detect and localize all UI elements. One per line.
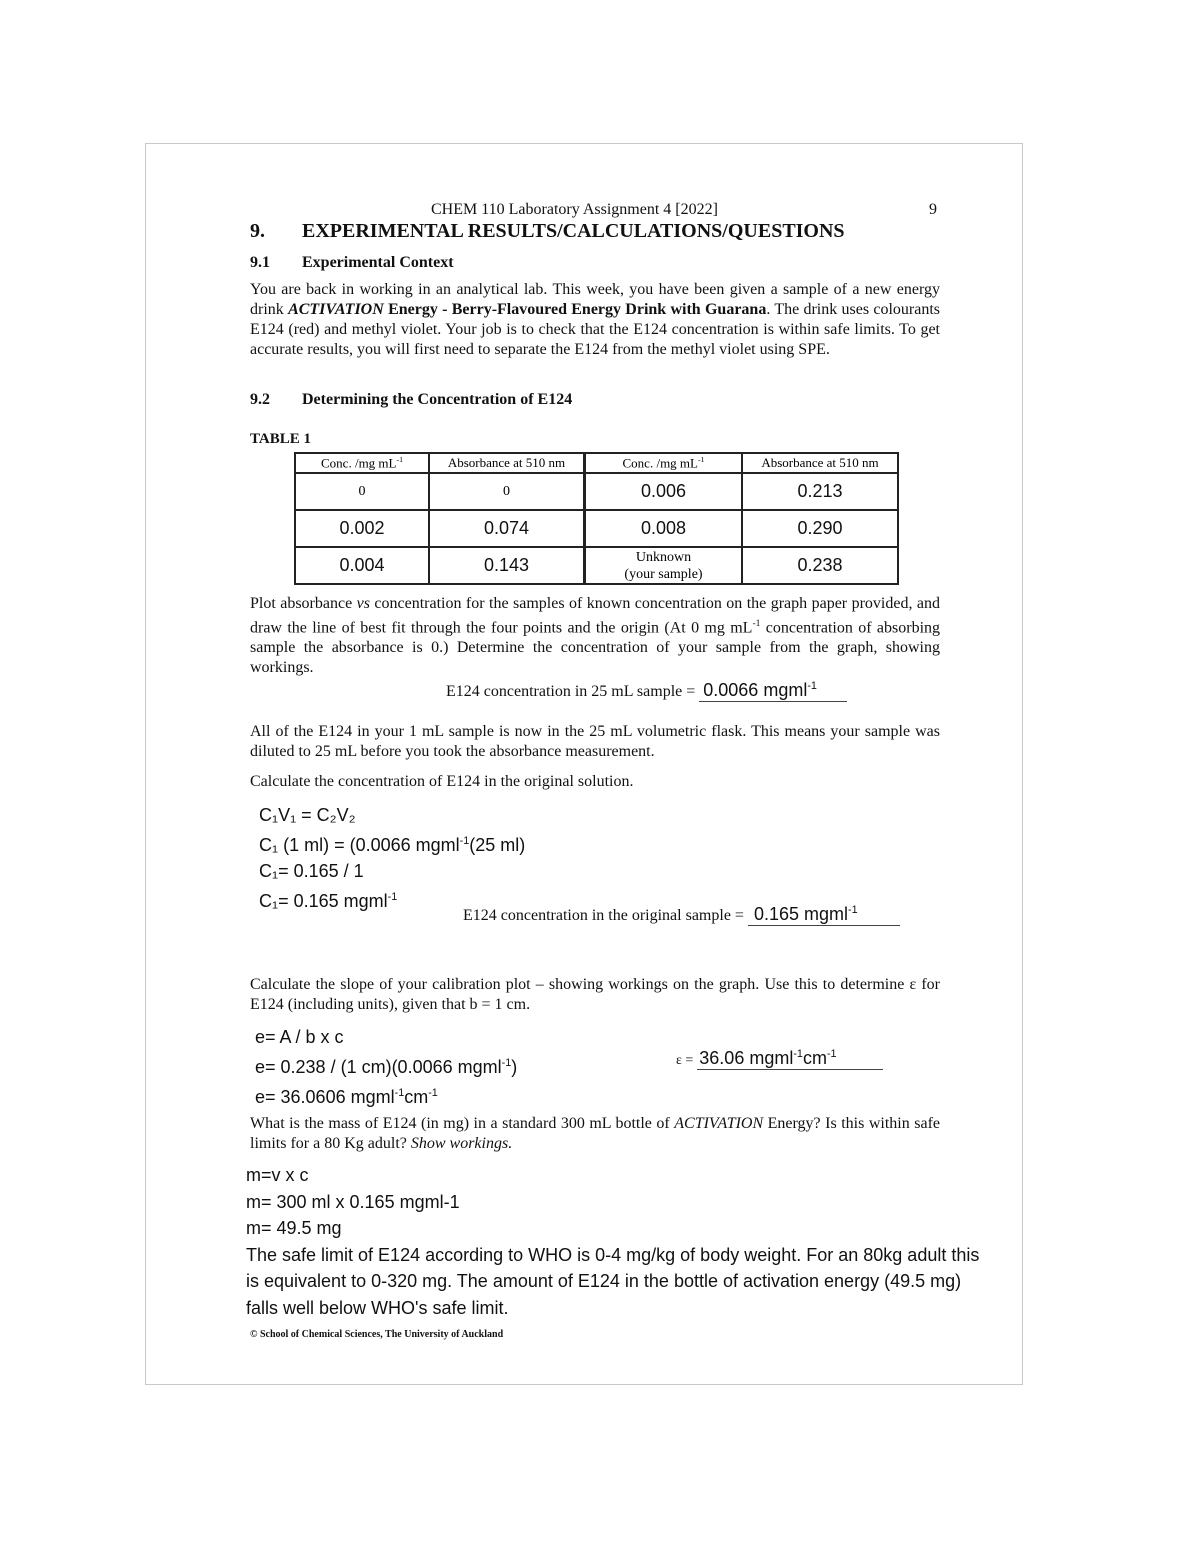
table-row — [295, 510, 898, 547]
table-header: Absorbance at 510 nm — [742, 453, 898, 473]
data-table — [294, 452, 899, 585]
section-heading-9 — [250, 220, 845, 243]
working-line: m= 49.5 mg — [246, 1218, 342, 1238]
working-line: C₁= 0.165 mgml$^{-1}$ — [259, 891, 398, 911]
context-paragraph — [250, 280, 940, 360]
mass-question: What is the mass of E124 (in mg) in a standard 300 mL bottle of ACTIVATION Energy? Is this within safe limits for a 80 Kg adult? Show workings. — [250, 1115, 941, 1152]
table-cell: 0.074 — [429, 510, 585, 547]
table-cell: 0.006 — [585, 473, 743, 510]
table-header: Conc. /mg $mL^{-1}$ — [585, 453, 743, 473]
table-cell: 0.238 — [742, 547, 898, 584]
table-label: TABLE 1 — [250, 431, 311, 447]
section-number: 9. — [250, 220, 265, 242]
plot-instructions: Plot absorbance vs concentration for the samples of known concentration on the graph paper provided, and draw the line of best fit through the four points and the origin (At 0 mg $mL^{-1}$ concentration of absorbing sample the absorbance is 0.) Determine the concentration of your sample from the graph, showing workings. — [250, 595, 941, 677]
calc-original-question: Calculate the concentration of E124 in the original solution. — [250, 773, 634, 790]
workings-epsilon — [255, 1024, 517, 1110]
working-line: C₁V₁ = C₂V₂ — [259, 805, 356, 825]
original-conc-line — [463, 904, 900, 926]
slope-question: Calculate the slope of your calibration plot – showing workings on the graph. Use this to determine ε for E124 (including units), given that b = 1 cm. — [250, 976, 940, 1013]
table-row — [295, 473, 898, 510]
table-header: Absorbance at 510 nm — [429, 453, 585, 473]
section-title: EXPERIMENTAL RESULTS/CALCULATIONS/QUESTIONS — [302, 220, 845, 242]
table-cell: 0.213 — [742, 473, 898, 510]
working-line: e= 0.238 / (1 cm)(0.0066 mgml$^{-1}$) — [255, 1057, 518, 1077]
table-row — [295, 547, 898, 584]
original-conc-answer: 0.165 mgml$^{-1}$ — [748, 904, 900, 926]
section-title: Determining the Concentration of E124 — [302, 391, 573, 408]
conc-25ml-answer: 0.0066 mgml$^{-1}$ — [699, 680, 847, 702]
conc-25ml-label: E124 concentration in 25 mL sample = — [446, 683, 696, 700]
dilution-paragraph: All of the E124 in your 1 mL sample is now in the 25 mL volumetric flask. This means your sample was diluted to 25 mL before you took the absorbance measurement. — [250, 723, 940, 760]
workings-original — [259, 802, 525, 914]
table-cell-unknown: Unknown (your sample) — [585, 547, 743, 584]
section-number: 9.1 — [250, 254, 270, 271]
product-name-bold: Energy - Berry-Flavoured Energy Drink with Guarana — [383, 301, 767, 318]
page-number: 9 — [929, 201, 937, 218]
original-conc-label: E124 concentration in the original sample = — [463, 907, 744, 924]
context-text: You are back in working in an analytical lab. This week, you have been given a sample of a new energy drink — [250, 281, 940, 318]
epsilon-answer: 36.06 $mgml^{-1}cm^{-1}$ — [697, 1048, 883, 1070]
epsilon-label: ε = — [676, 1053, 694, 1068]
working-line: m=v x c — [246, 1165, 309, 1185]
section-title: Experimental Context — [302, 254, 454, 271]
table-cell: 0 — [429, 473, 585, 510]
working-line: e= 36.0606 $mgml^{-1}cm^{-1}$ — [255, 1087, 438, 1107]
conc-25ml-line — [446, 680, 847, 702]
document-page — [145, 143, 1023, 1385]
table-cell: 0.004 — [295, 547, 429, 584]
page-header: CHEM 110 Laboratory Assignment 4 [2022] — [431, 201, 718, 218]
working-line: C₁ (1 ml) = (0.0066 mgml$^{-1}$(25 ml) — [259, 835, 526, 855]
product-name-italic: ACTIVATION — [288, 301, 384, 318]
working-line: e= A / b x c — [255, 1027, 344, 1047]
epsilon-line — [676, 1048, 883, 1070]
section-heading-9-2 — [250, 391, 572, 409]
table-header-row — [295, 453, 898, 473]
table-cell: 0.002 — [295, 510, 429, 547]
table-cell: 0 — [295, 473, 429, 510]
table-header: Conc. /mg $mL^{-1}$ — [295, 453, 429, 473]
footer-copyright: © School of Chemical Sciences, The University of Auckland — [250, 1329, 504, 1340]
table-cell: 0.008 — [585, 510, 743, 547]
section-heading-9-1 — [250, 254, 454, 272]
table-cell: 0.290 — [742, 510, 898, 547]
table-cell: 0.143 — [429, 547, 585, 584]
conclusion-text: The safe limit of E124 according to WHO is 0-4 mg/kg of body weight. For an 80kg adult this is equivalent to 0-320 mg. The amount of E124 in the bottle of activation energy (49.5 mg) falls well below WHO's safe limit. — [246, 1244, 980, 1318]
section-number: 9.2 — [250, 391, 270, 408]
workings-mass — [246, 1162, 986, 1321]
working-line: m= 300 ml x 0.165 mgml-1 — [246, 1191, 460, 1212]
working-line: C₁= 0.165 / 1 — [259, 861, 364, 881]
context-text-2: . The drink uses colourants E124 (red) and methyl violet. Your job is to check that the E124 concentration is within safe limits. To get accurate results, you will first need to separate the E124 from the methyl violet using SPE. — [250, 301, 941, 358]
